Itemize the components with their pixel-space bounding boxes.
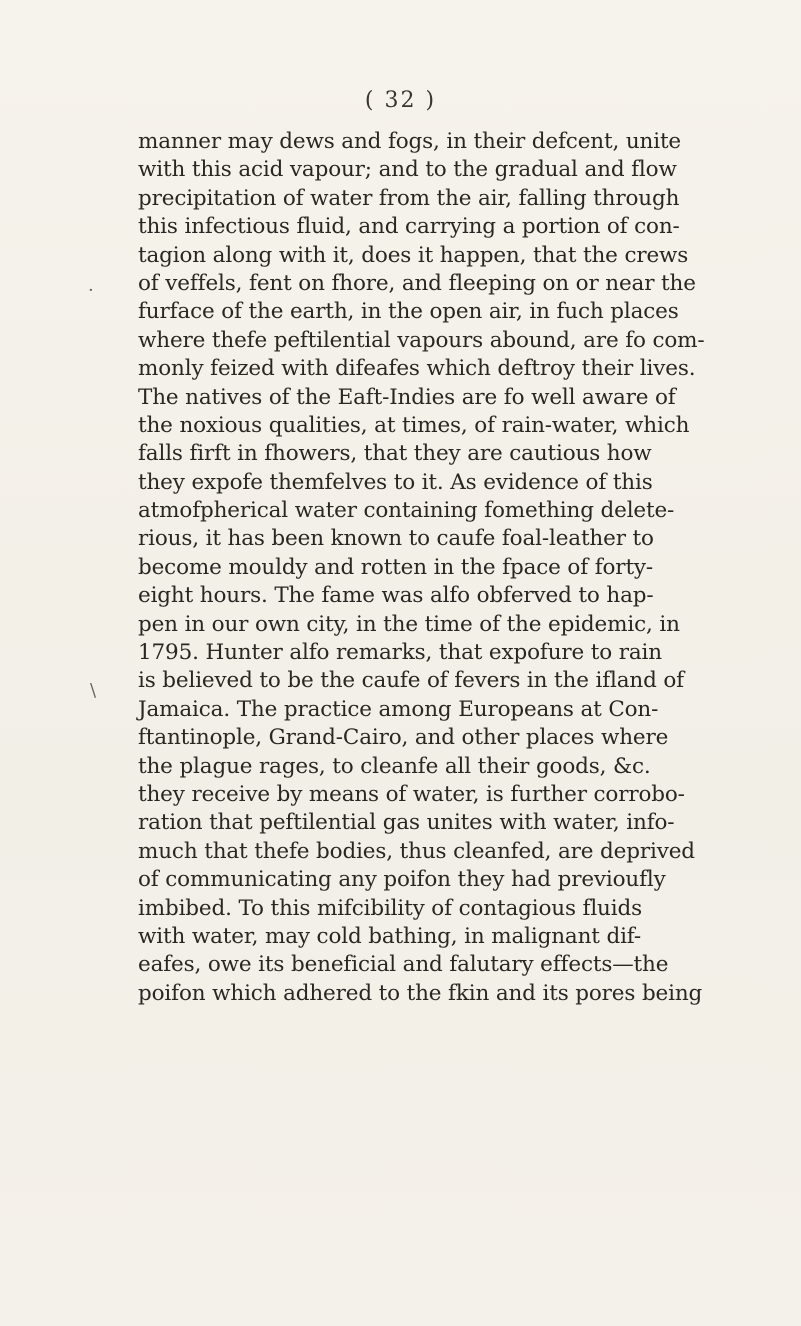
text-line: tagion along with it, does it happen, that the crews: [138, 242, 689, 268]
text-line: is believed to be the caufe of fevers in the ifland of: [138, 668, 684, 694]
text-line: atmofpherical water containing fomething delete-: [138, 498, 675, 524]
page-number-header: ( 32 ): [364, 88, 437, 113]
text-line: with this acid vapour; and to the gradual and flow: [138, 157, 677, 183]
text-line: pen in our own city, in the time of the epidemic, in: [138, 611, 680, 637]
text-line: furface of the earth, in the open air, in fuch places: [138, 299, 679, 325]
text-line: where thefe peftilential vapours abound, are fo com-: [138, 327, 705, 353]
text-line: ftantinople, Grand-Cairo, and other places where: [138, 725, 669, 751]
text-line: 1795. Hunter alfo remarks, that expofure to rain: [138, 640, 662, 666]
text-line: falls firft in fhowers, that they are cautious how: [138, 441, 652, 467]
text-line: monly feized with difeafes which deftroy their lives.: [138, 356, 696, 382]
text-line: eight hours. The fame was alfo obferved to hap-: [138, 583, 654, 609]
text-line: ration that peftilential gas unites with water, info-: [138, 810, 675, 836]
text-line: the plague rages, to cleanfe all their goods, &c.: [138, 753, 651, 779]
text-line: they expofe themfelves to it. As evidence of this: [138, 469, 653, 495]
text-line: eafes, owe its beneficial and falutary effects—the: [138, 952, 669, 978]
margin-mark: ·: [88, 280, 94, 301]
text-line: with water, may cold bathing, in malignant dif-: [138, 923, 641, 949]
text-line: imbibed. To this mifcibility of contagious fluids: [138, 895, 642, 921]
text-line: of veffels, fent on fhore, and fleeping on or near the: [138, 270, 696, 296]
text-line: this infectious fluid, and carrying a portion of con-: [138, 214, 680, 240]
text-line: poifon which adhered to the fkin and its pores being: [138, 980, 703, 1006]
text-line: manner may dews and fogs, in their defcent, unite: [138, 129, 682, 154]
text-line: rious, it has been known to caufe foal-leather to: [138, 526, 654, 552]
text-line: Jamaica. The practice among Europeans at Con-: [138, 696, 659, 722]
text-line: of communicating any poifon they had previoufly: [138, 867, 666, 893]
text-line: become mouldy and rotten in the fpace of forty-: [138, 554, 654, 580]
text-line: precipitation of water from the air, falling through: [138, 185, 680, 211]
text-line: they receive by means of water, is further corrobo-: [138, 781, 685, 807]
margin-mark: \: [90, 680, 97, 701]
body-text: [138, 128, 788, 1008]
text-line: The natives of the Eaft-Indies are fo well aware of: [138, 384, 676, 410]
text-line: the noxious qualities, at times, of rain-water, which: [138, 412, 690, 438]
text-line: much that thefe bodies, thus cleanfed, are deprived: [138, 838, 695, 864]
